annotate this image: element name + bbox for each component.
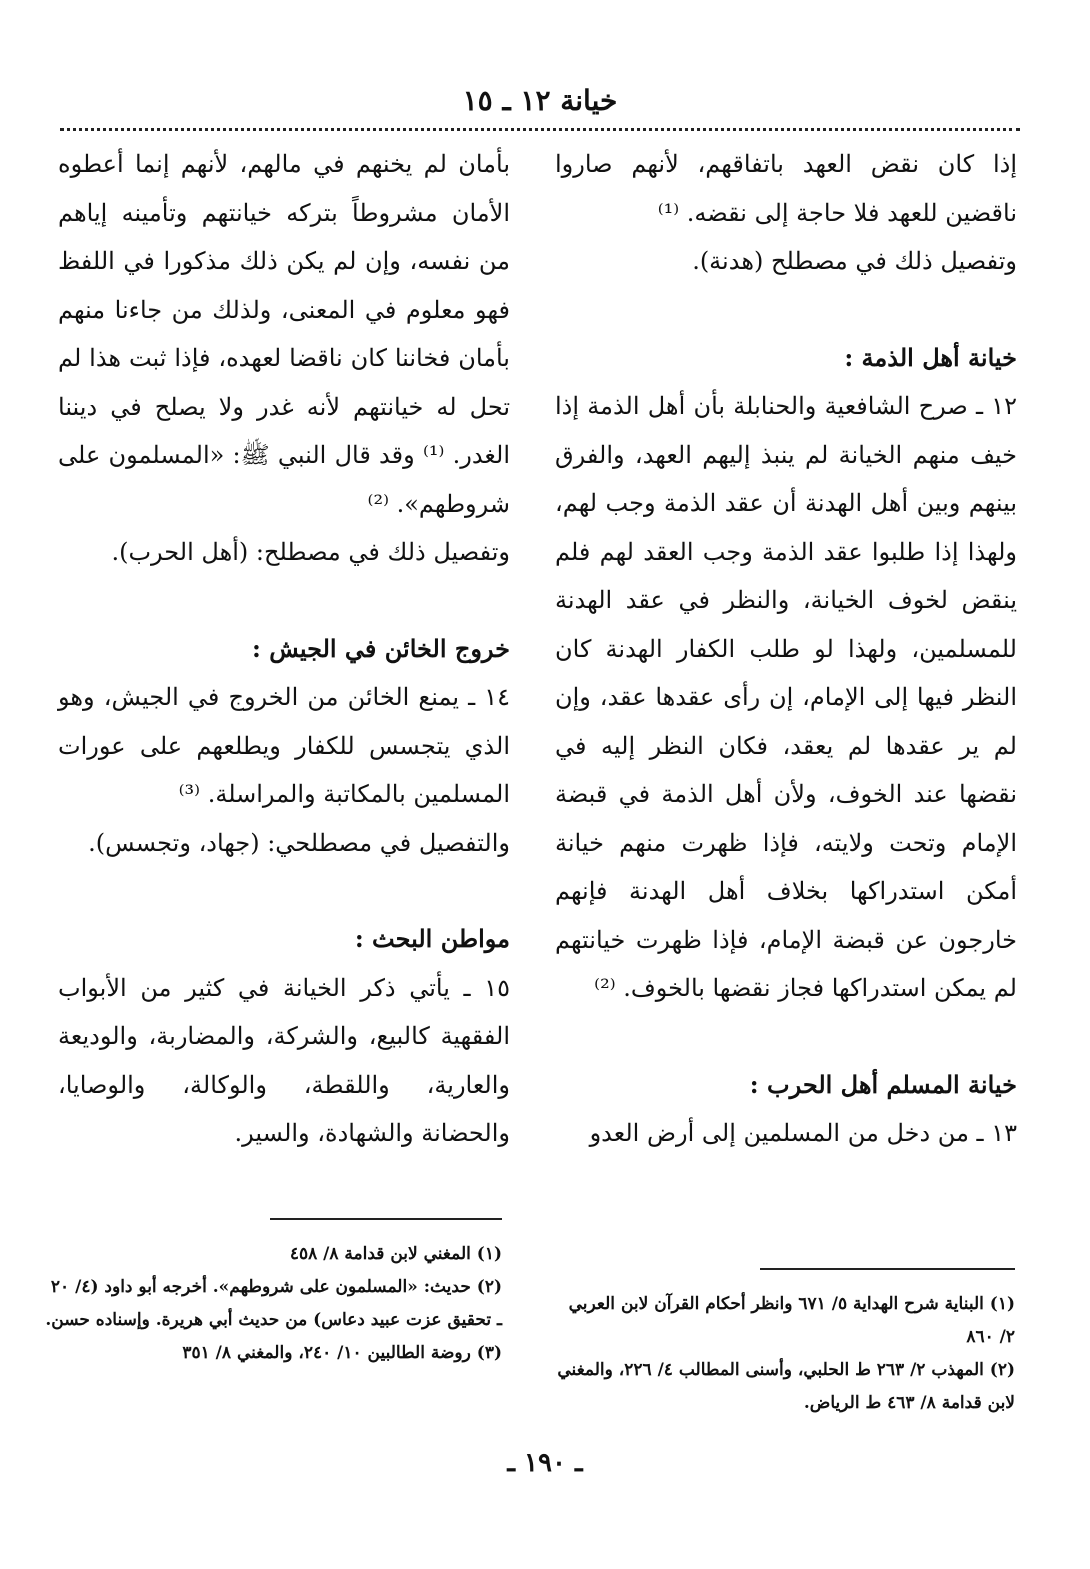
footnote: (٣) روضة الطالبين ١٠/ ٢٤٠، والمغني ٨/ ٣٥١ (182, 1343, 502, 1363)
paragraph: بأمان لم يخنهم في مالهم، لأنهم إنما أعطوه الأمان مشروطاً بتركه خيانتهم وتأمينه إياهم من نفسه، وإن لم يكن ذلك مذكورا في اللفظ فهو معلوم في المعنى، ولذلك من جاءنا منهم بأمان فخاننا كان ناقضا لعهده، فإذا ثبت هذا لم تحل له خيانتهم لأنه غدر ولا يصلح في ديننا الغدر. ⁽¹⁾ وقد قال النبي ﷺ: «المسلمون على شروطهم». ⁽²⁾ (58, 150, 510, 518)
paragraph: وتفصيل ذلك في مصطلح (هدنة). (692, 247, 1017, 275)
footnote: (٢) المهذب ٢/ ٢٦٣ ط الحلبي، وأسنى المطالب ٤/ ٢٢٦، والمغني لابن قدامة ٨/ ٤٦٣ ط الرياض. (557, 1360, 1015, 1413)
paragraph: ١٥ ـ يأتي ذكر الخيانة في كثير من الأبواب الفقهية كالبيع، والشركة، والمضاربة، والوديعة والعارية، واللقطة، والوكالة، والوصايا، والحضانة والشهادة، والسير. (58, 973, 510, 1147)
footnote-rule (760, 1268, 1015, 1270)
running-header: خيانة ١٢ ـ ١٥ (462, 84, 618, 117)
footnote: (١) البناية شرح الهداية ٥/ ٦٧١ وانظر أحكام القرآن لابن العربي ٢/ ٨٦٠ (568, 1294, 1015, 1347)
paragraph: ١٤ ـ يمنع الخائن من الخروج في الجيش، وهو الذي يتجسس للكفار ويطلعهم على عورات المسلمين بالمكاتبة والمراسلة. ⁽³⁾ (58, 683, 510, 808)
page-number: ـ ١٩٠ ـ (507, 1448, 583, 1478)
right-footnotes (555, 1288, 1015, 1420)
section-heading: خروج الخائن في الجيش : (252, 633, 510, 663)
left-footnotes (45, 1238, 502, 1370)
paragraph: إذا كان نقض العهد باتفاقهم، لأنهم صاروا ناقضين للعهد فلا حاجة إلى نقضه. ⁽¹⁾ (555, 150, 1017, 227)
footnote: (٢) حديث: «المسلمون على شروطهم». أخرجه أبو داود (٤/ ٢٠ ـ تحقيق عزت عبيد دعاس) من حديث أبي هريرة. وإسناده حسن. (45, 1277, 502, 1330)
header-dotted-rule (60, 128, 1020, 131)
section-heading: خيانة المسلم أهل الحرب : (749, 1069, 1017, 1099)
paragraph: ١٢ ـ صرح الشافعية والحنابلة بأن أهل الذمة إذا خيف منهم الخيانة لم ينبذ إليهم العهد، والفرق بينهم وبين أهل الهدنة أن عقد الذمة وجب لهم، ولهذا إذا طلبوا عقد الذمة وجب العقد لهم فلم ينقض لخوف الخيانة، والنظر في عقد الهدنة للمسلمين، ولهذا لو طلب الكفار الهدنة كان النظر فيها إلى الإمام، إن رأى عقدها عقد، وإن لم ير عقدها لم يعقد، فكان النظر إليه في نقضها عند الخوف، ولأن أهل الذمة في قبضة الإمام وتحت ولايته، فإذا ظهرت منهم خيانة أمكن استدراكها بخلاف أهل الهدنة فإنهم خارجون عن قبضة الإمام، فإذا ظهرت خيانتهم لم يمكن استدراكها فجاز نقضها بالخوف. ⁽²⁾ (555, 392, 1017, 1002)
section-heading: مواطن البحث : (354, 924, 510, 953)
footnote: (١) المغني لابن قدامة ٨/ ٤٥٨ (289, 1244, 502, 1264)
footnote-rule (270, 1218, 502, 1220)
paragraph: والتفصيل في مصطلحي: (جهاد، وتجسس). (88, 828, 510, 857)
left-column (58, 140, 510, 1158)
paragraph: وتفصيل ذلك في مصطلح: (أهل الحرب). (111, 538, 510, 566)
right-column (555, 140, 1017, 1158)
section-heading: خيانة أهل الذمة : (844, 342, 1017, 372)
paragraph: ١٣ ـ من دخل من المسلمين إلى أرض العدو (589, 1119, 1017, 1147)
